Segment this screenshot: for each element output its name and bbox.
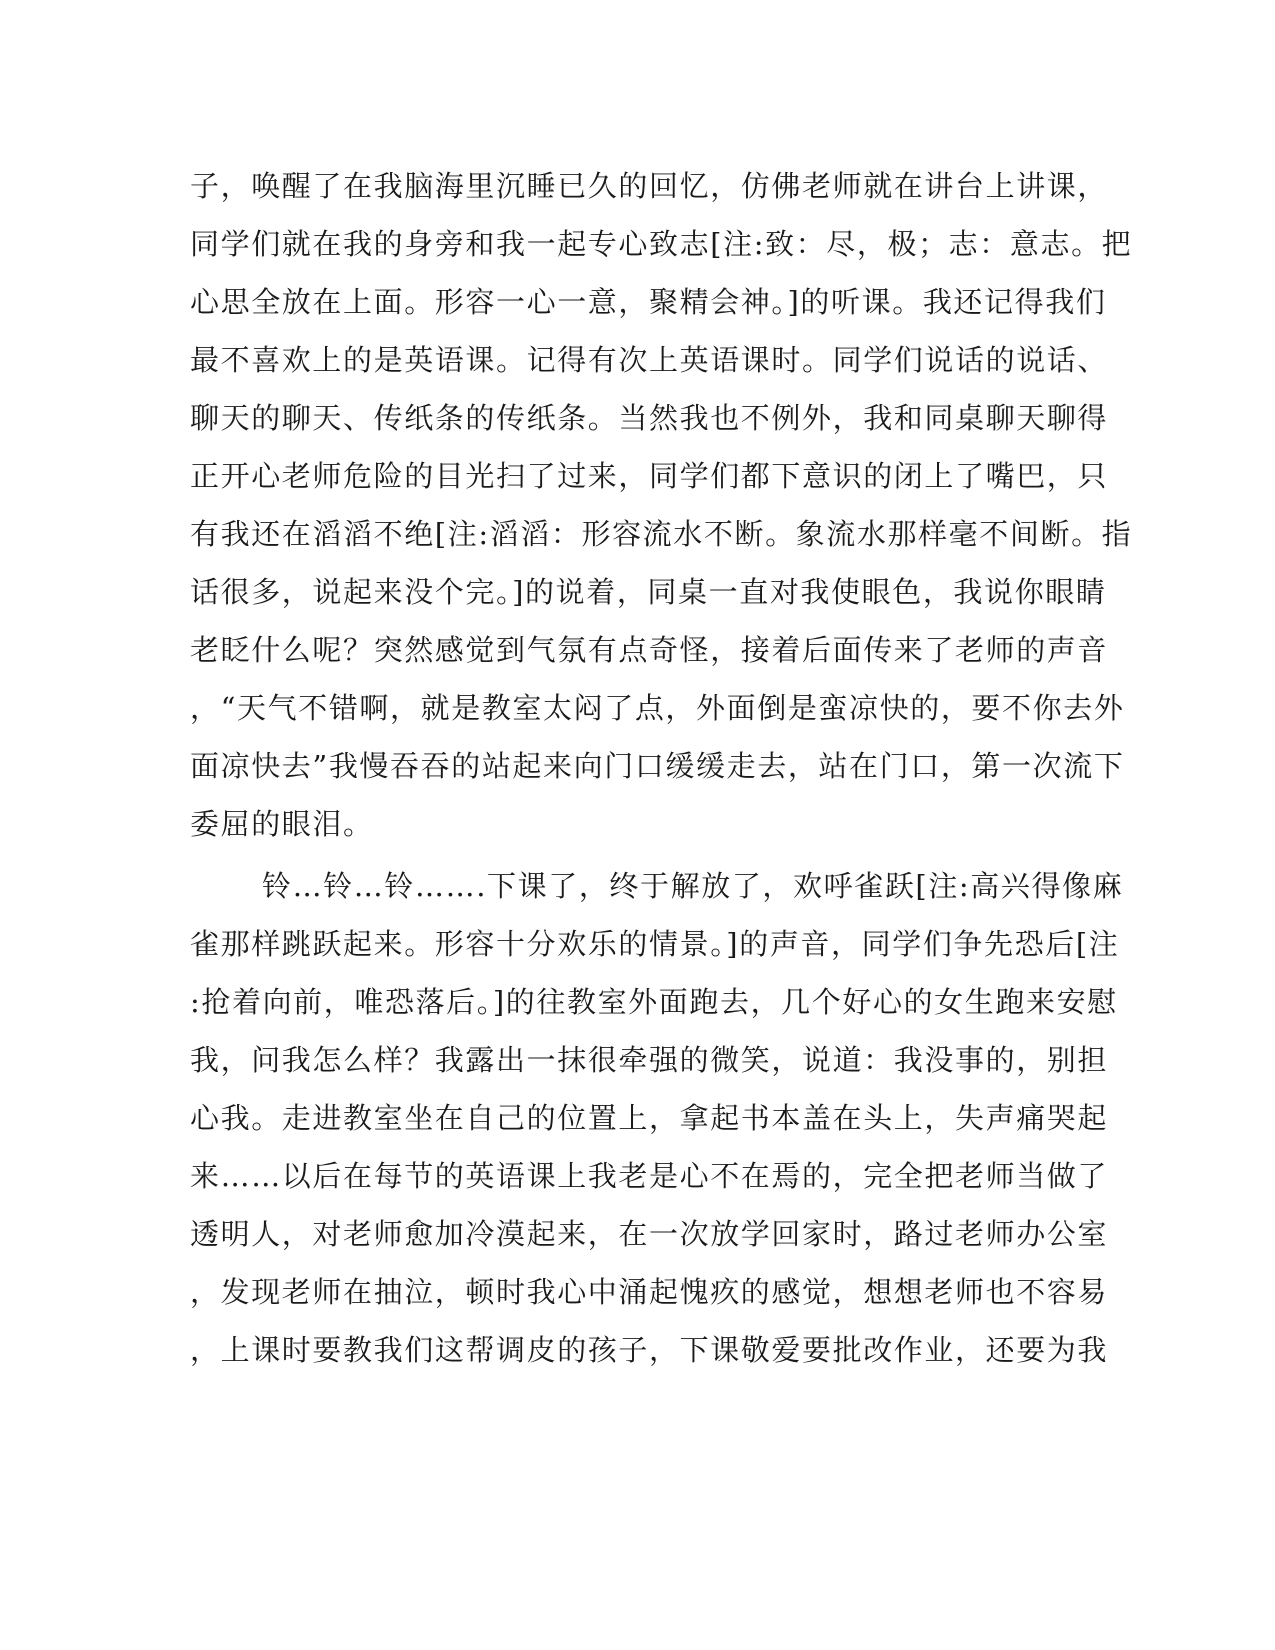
text-line: 话很多，说起来没个完。]的说着，同桌一直对我使眼色，我说你眼睛	[190, 575, 1107, 609]
text-line: 心思全放在上面。形容一心一意，聚精会神。]的听课。我还记得我们	[190, 285, 1107, 319]
text-line: 聊天的聊天、传纸条的传纸条。当然我也不例外，我和同桌聊天聊得	[190, 401, 1109, 435]
text-line: 雀那样跳跃起来。形容十分欢乐的情景。]的声音，同学们争先恐后[注	[190, 927, 1120, 961]
text-line: :抢着向前，唯恐落后。]的往教室外面跑去，几个好心的女生跑来安慰	[190, 985, 1118, 1019]
text-line: 铃…铃…铃…….下课了，终于解放了，欢呼雀跃[注:高兴得像麻	[262, 869, 1124, 903]
text-line: 透明人，对老师愈加冷漠起来，在一次放学回家时，路过老师办公室	[190, 1217, 1109, 1251]
text-line: 老眨什么呢？突然感觉到气氛有点奇怪，接着后面传来了老师的声音	[190, 633, 1109, 667]
text-line: 同学们就在我的身旁和我一起专心致志[注:致：尽，极；志：意志。把	[190, 227, 1133, 261]
text-line: 子，唤醒了在我脑海里沉睡已久的回忆，仿佛老师就在讲台上讲课，	[190, 169, 1109, 203]
text-line: ，上课时要教我们这帮调皮的孩子，下课敬爱要批改作业，还要为我	[190, 1333, 1109, 1367]
text-line: 我，问我怎么样？我露出一抹很牵强的微笑，说道：我没事的，别担	[190, 1043, 1109, 1077]
text-line: 来……以后在每节的英语课上我老是心不在焉的，完全把老师当做了	[190, 1159, 1109, 1193]
text-line: 委屈的眼泪。	[190, 807, 374, 841]
text-line: 面凉快去”我慢吞吞的站起来向门口缓缓走去，站在门口，第一次流下	[190, 749, 1125, 783]
text-line: 心我。走进教室坐在自己的位置上，拿起书本盖在头上，失声痛哭起	[190, 1101, 1109, 1135]
text-line: ，发现老师在抽泣，顿时我心中涌起愧疚的感觉，想想老师也不容易	[190, 1275, 1109, 1309]
text-line: 正开心老师危险的目光扫了过来，同学们都下意识的闭上了嘴巴，只	[190, 459, 1109, 493]
text-line: 最不喜欢上的是英语课。记得有次上英语课时。同学们说话的说话、	[190, 343, 1109, 377]
text-line: ，“天气不错啊，就是教室太闷了点，外面倒是蛮凉快的，要不你去外	[190, 691, 1125, 725]
text-line: 有我还在滔滔不绝[注:滔滔：形容流水不断。象流水那样毫不间断。指	[190, 517, 1133, 551]
